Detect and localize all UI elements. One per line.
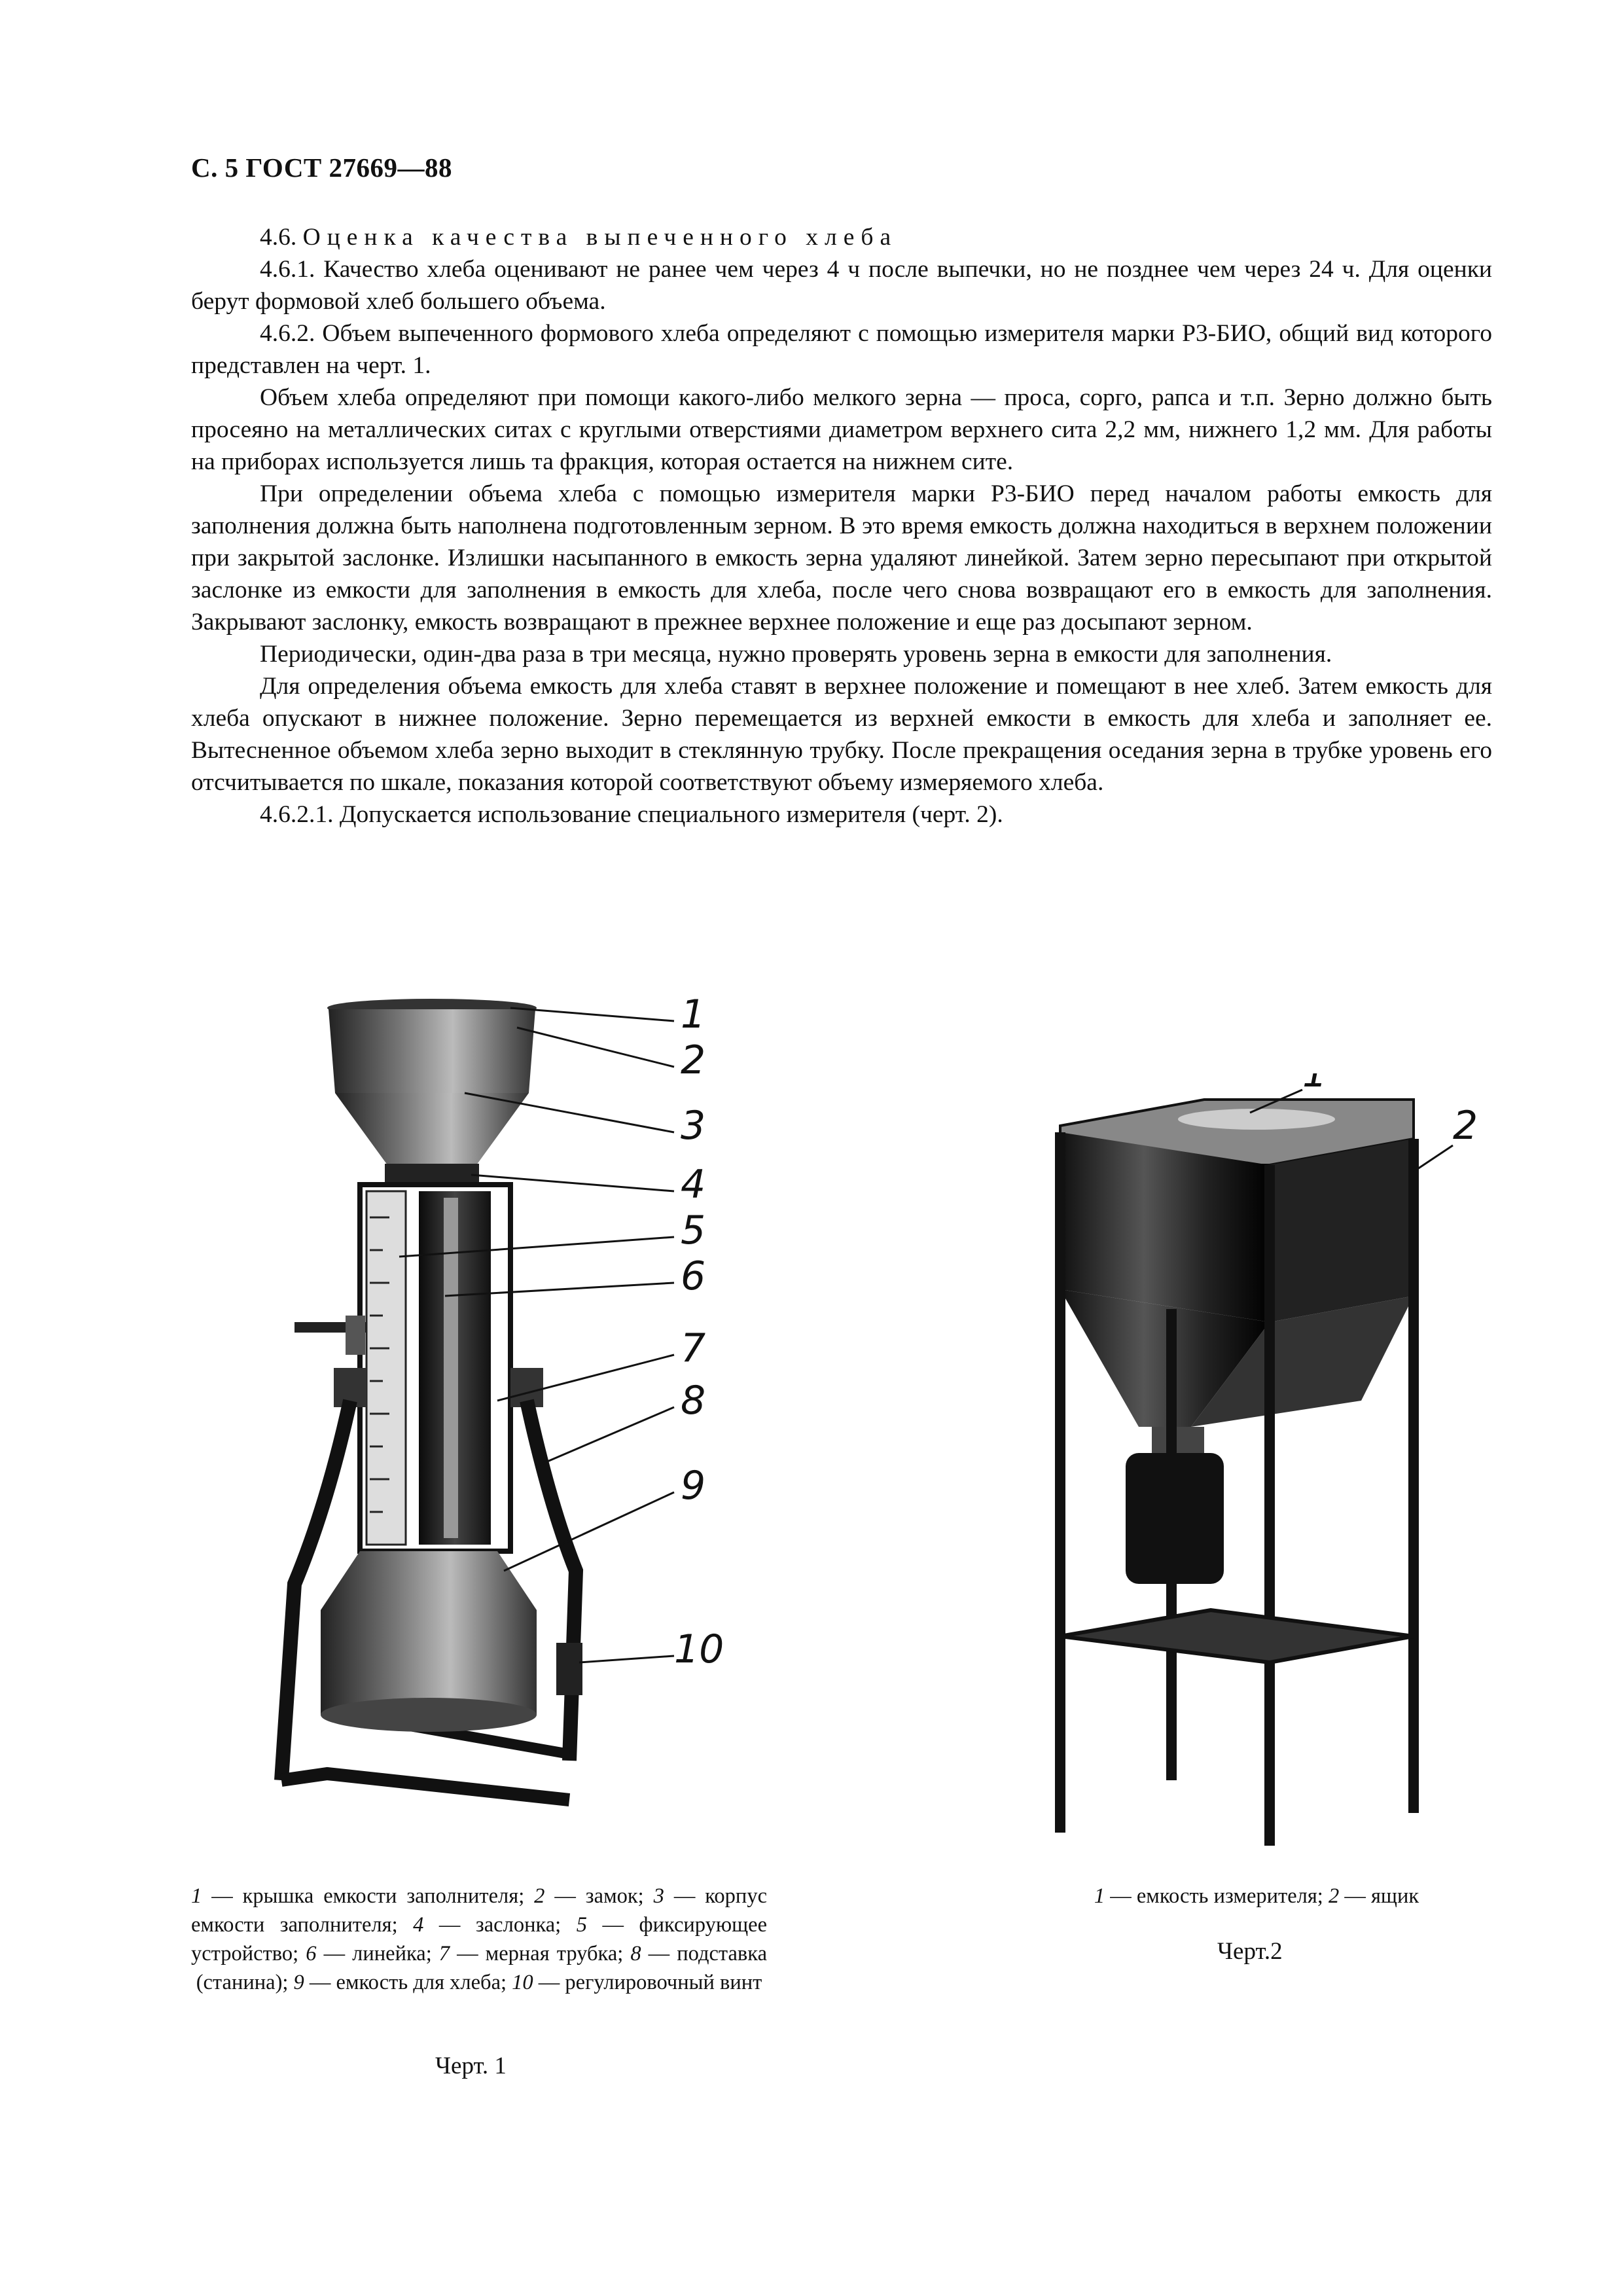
- legend-text: — подставка (станина);: [196, 1942, 768, 1994]
- meter-opening: [1178, 1109, 1335, 1130]
- body-text: [191, 221, 1492, 831]
- section-heading-4-6: [191, 221, 1492, 253]
- legend-text: — крышка емкости заполнителя;: [202, 1884, 535, 1908]
- box-front: [1060, 1132, 1270, 1322]
- callout-6: 6: [681, 1253, 706, 1299]
- adjusting-screw: [556, 1643, 582, 1695]
- section-title: Оценка качества выпеченного хлеба: [302, 224, 898, 251]
- legend-num: 7: [438, 1942, 450, 1965]
- legend-num: 1: [191, 1884, 202, 1908]
- legend-text: — мерная трубка;: [450, 1942, 631, 1965]
- bread-container: [321, 1551, 537, 1715]
- figure-2-special-meter: [1021, 1073, 1492, 1859]
- callout-8: 8: [681, 1378, 706, 1424]
- container-base: [321, 1698, 537, 1732]
- box-side: [1270, 1139, 1414, 1322]
- legend-text: — регулировочный винт: [533, 1971, 762, 1994]
- callout-7: 7: [681, 1325, 706, 1371]
- paragraph-procedure: При определении объема хлеба с помощью измерителя марки Р3-БИО перед началом работы емкость для заполнения должна быть наполнена подготовленным зерном. В это время емкость должна находиться в верхнем положении при закрытой заслонке. Излишки насыпанного в емкость зерна удаляют линейкой. Затем зерно пересыпают при открытой заслонке из емкости для заполнения в емкость для хлеба, после чего снова возвращают его в емкость для заполнения. Закрывают заслонку, емкость возвращают в прежнее верхнее положение и еще раз досыпают зерном.: [191, 480, 1492, 636]
- base-bar: [281, 1774, 569, 1800]
- figure-2-drawing: [1021, 1073, 1492, 1859]
- legend-text: — замок;: [544, 1884, 654, 1908]
- legend-text: — линейка;: [316, 1942, 439, 1965]
- tube-highlight: [444, 1198, 458, 1538]
- hopper-cone: [335, 1093, 529, 1165]
- callout-fig2-2: 2: [1453, 1103, 1478, 1149]
- legend-num: 6: [306, 1942, 317, 1965]
- legend-text: — емкость для хлеба;: [304, 1971, 512, 1994]
- callout-5: 5: [681, 1208, 706, 1253]
- ruler: [366, 1191, 406, 1545]
- callout-2: 2: [681, 1037, 706, 1083]
- callout-9: 9: [681, 1463, 706, 1509]
- callout-3: 3: [681, 1103, 706, 1149]
- hopper-upper: [329, 1009, 535, 1093]
- figure-1-legend: [191, 1882, 767, 1997]
- legend-num: 4: [413, 1913, 424, 1937]
- figure-1-callouts: [674, 995, 724, 1672]
- paragraph-4-6-1: 4.6.1. Качество хлеба оценивают не ранее чем через 4 ч после выпечки, но не позднее чем через 24 ч. Для оценки берут формовой хлеб большего объема.: [191, 256, 1492, 315]
- legend-text: — корпус емкости заполнителя;: [191, 1884, 767, 1937]
- callout-4: 4: [681, 1162, 706, 1208]
- legend-num: 10: [512, 1971, 533, 1994]
- paragraph-periodic-check: Периодически, один-два раза в три месяца, нужно проверять уровень зерна в емкости для заполнения.: [260, 641, 1332, 668]
- figure-1-volume-meter: [268, 995, 792, 1865]
- legend-num: 3: [653, 1884, 664, 1908]
- paragraph-measurement: Для определения объема емкость для хлеба ставят в верхнее положение и помещают в нее хлеб. Затем емкость для хлеба опускают в нижнее положение. Зерно перемещается из верхней емкости в емкость для хлеба и заполняет ее. Вытесненное объемом хлеба зерно выходит в стеклянную трубку. После прекращения оседания зерна в трубке уровень его отсчитывается по шкале, показания которой соответствуют объему измеряемого хлеба.: [191, 673, 1492, 796]
- paragraph-4-6-2-1: 4.6.2.1. Допускается использование специального измерителя (черт. 2).: [260, 801, 1003, 828]
- legend-text: — емкость измерителя;: [1105, 1884, 1329, 1908]
- legend-num: 9: [293, 1971, 304, 1994]
- paragraph-grain-method: Объем хлеба определяют при помощи какого-либо мелкого зерна — проса, сорго, рапса и т.п. Зерно должно быть просеяно на металлических ситах с круглыми отверстиями диаметром верхнего сита 2,2 мм, нижнего 1,2 мм. Для работы на приборах используется лишь та фракция, которая остается на нижнем сите.: [191, 384, 1492, 475]
- paragraph-4-6-2: 4.6.2. Объем выпеченного формового хлеба определяют с помощью измерителя марки Р3-БИО, общий вид которого представлен на черт. 1.: [191, 320, 1492, 379]
- callout-10: 10: [674, 1626, 724, 1672]
- legend-num: 1: [1094, 1884, 1105, 1908]
- legend-num: 2: [1328, 1884, 1340, 1908]
- legend-num: 2: [534, 1884, 545, 1908]
- callout-fig2-1: 1: [1302, 1073, 1328, 1096]
- lower-shelf: [1060, 1610, 1414, 1662]
- legend-num: 8: [630, 1942, 641, 1965]
- shutter: [385, 1164, 479, 1183]
- figure-1-drawing: [268, 995, 792, 1865]
- figure-1-label: Черт. 1: [435, 2053, 507, 2079]
- clamp-block: [346, 1316, 365, 1355]
- callout-1: 1: [681, 995, 706, 1037]
- legend-text: — ящик: [1339, 1884, 1419, 1908]
- section-number: 4.6.: [260, 224, 303, 251]
- legend-text: — заслонка;: [423, 1913, 577, 1937]
- figure-2-label: Черт.2: [1217, 1938, 1283, 1965]
- legend-num: 5: [576, 1913, 587, 1937]
- figure-2-legend: [1021, 1882, 1492, 1910]
- page-header: С. 5 ГОСТ 27669—88: [191, 152, 453, 183]
- legend-text: — фиксирующее устройство;: [191, 1913, 767, 1965]
- funnel-neck: [1152, 1427, 1204, 1453]
